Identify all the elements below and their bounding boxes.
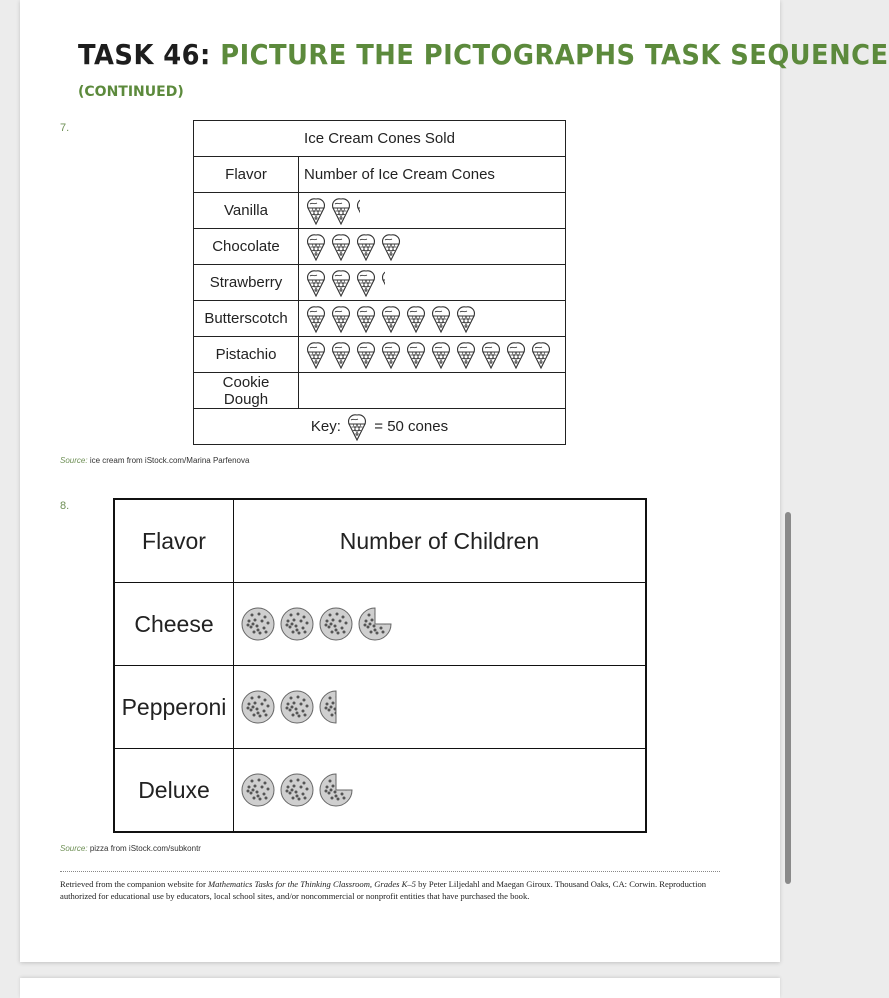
cone-icons [299, 265, 566, 301]
flavor-label: Butterscotch [194, 301, 299, 337]
ice-cream-cone-icon [329, 196, 353, 226]
pizza-icons [234, 749, 647, 833]
next-page-edge [20, 978, 780, 998]
flavor-label: Pistachio [194, 337, 299, 373]
pizza-icons [234, 583, 647, 666]
cone-icons [299, 337, 566, 373]
ice-cream-cone-icon [404, 304, 428, 334]
ice-cream-pictograph [193, 120, 566, 445]
ice-cream-cone-icon [304, 232, 328, 262]
flavor-label: Chocolate [194, 229, 299, 265]
flavor-label: Vanilla [194, 193, 299, 229]
ice-cream-cone-icon [345, 412, 369, 442]
pizza-pictograph [113, 498, 647, 833]
partial-pizza-icon [358, 607, 392, 641]
ice-cream-col-count: Number of Ice Cream Cones [299, 157, 566, 193]
pizza-col-count: Number of Children [234, 499, 647, 583]
ice-cream-cone-icon [304, 196, 328, 226]
ice-cream-cone-icon [354, 232, 378, 262]
ice-cream-cone-icon [329, 304, 353, 334]
ice-cream-cone-icon [354, 340, 378, 370]
page-subtitle: (CONTINUED) [78, 84, 184, 100]
ice-cream-cone-icon [329, 268, 353, 298]
ice-cream-cone-icon [329, 340, 353, 370]
ice-cream-cone-icon [329, 232, 353, 262]
ice-cream-cone-icon [304, 268, 328, 298]
ice-cream-col-flavor: Flavor [194, 157, 299, 193]
footer-note: Retrieved from the companion website for Mathematics Tasks for the Thinking Classroom, Grades K–5 by Peter Liljedahl and Maegan Giroux. Thousand Oaks, CA: Corwin. Reproduction authorized for educational use by educators, local school sites, and/or noncommercial or nonprofit entities that have purchased the book. [60, 879, 707, 901]
ice-cream-row [194, 193, 566, 229]
ice-cream-row [194, 373, 566, 409]
pizza-icon [280, 690, 314, 724]
flavor-label: Cookie Dough [194, 373, 299, 409]
pizza-icons [234, 666, 647, 749]
source-7: Source: ice cream from iStock.com/Marina Parfenova [60, 456, 250, 465]
ice-cream-cone-icon [454, 304, 478, 334]
pizza-icon [280, 607, 314, 641]
pizza-icon [241, 690, 275, 724]
ice-cream-cone-icon [304, 340, 328, 370]
flavor-label: Strawberry [194, 265, 299, 301]
partial-ice-cream-cone-icon [354, 196, 378, 226]
flavor-label: Pepperoni [114, 666, 234, 749]
flavor-label: Cheese [114, 583, 234, 666]
key-value: = 50 cones [374, 417, 449, 435]
ice-cream-row [194, 265, 566, 301]
ice-cream-cone-icon [354, 304, 378, 334]
source-8: Source: pizza from iStock.com/subkontr [60, 844, 201, 853]
ice-cream-cone-icon [504, 340, 528, 370]
problem-8-number: 8. [60, 500, 70, 512]
ice-cream-cone-icon [354, 268, 378, 298]
partial-pizza-icon [319, 773, 353, 807]
footer-divider [60, 871, 720, 872]
problem-7-number: 7. [60, 122, 70, 134]
ice-cream-cone-icon [479, 340, 503, 370]
flavor-label: Deluxe [114, 749, 234, 833]
pizza-row [114, 749, 646, 833]
pizza-row [114, 583, 646, 666]
ice-cream-key [194, 409, 566, 445]
ice-cream-cone-icon [379, 304, 403, 334]
cone-icons [299, 301, 566, 337]
ice-cream-cone-icon [529, 340, 553, 370]
ice-cream-cone-icon [379, 340, 403, 370]
pizza-rows [114, 583, 646, 833]
cone-icons [299, 193, 566, 229]
page-title: TASK 46: PICTURE THE PICTOGRAPHS TASK SEQUENCE [78, 38, 889, 71]
ice-cream-row [194, 229, 566, 265]
ice-cream-cone-icon [304, 304, 328, 334]
ice-cream-rows [194, 193, 566, 409]
ice-cream-cone-icon [454, 340, 478, 370]
pizza-icon [241, 773, 275, 807]
cone-icons [299, 229, 566, 265]
pizza-col-flavor: Flavor [114, 499, 234, 583]
ice-cream-cone-icon [429, 340, 453, 370]
key-label: Key: [310, 417, 341, 435]
scrollbar[interactable] [785, 512, 791, 884]
ice-cream-row [194, 337, 566, 373]
ice-cream-cone-icon [404, 340, 428, 370]
pizza-icon [241, 607, 275, 641]
ice-cream-cone-icon [379, 232, 403, 262]
ice-cream-table-title: Ice Cream Cones Sold [194, 121, 566, 157]
pizza-row [114, 666, 646, 749]
ice-cream-cone-icon [429, 304, 453, 334]
partial-ice-cream-cone-icon [379, 268, 403, 298]
pizza-icon [280, 773, 314, 807]
partial-pizza-icon [319, 690, 353, 724]
pizza-icon [319, 607, 353, 641]
cone-icons [299, 373, 566, 409]
ice-cream-row [194, 301, 566, 337]
